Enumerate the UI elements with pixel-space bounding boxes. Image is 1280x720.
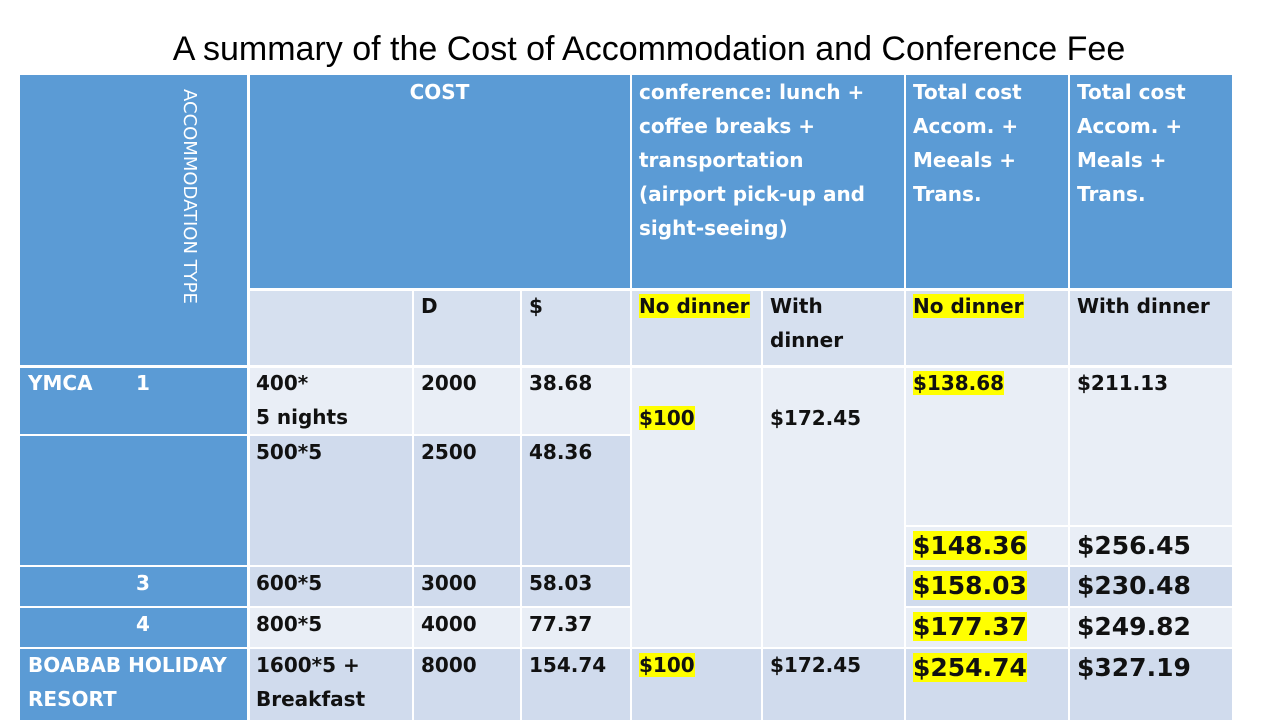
row3-usd: 58.03 [521, 566, 631, 607]
total-no-2-value: $148.36 [913, 531, 1027, 560]
ymca-conf-with-dinner [762, 366, 905, 648]
subheader-conf-with-dinner: With dinner [762, 289, 905, 366]
num-4: 4 [136, 612, 150, 636]
header-type-cell [20, 75, 248, 366]
row1-cost [248, 366, 413, 435]
ymca-num-1: 1 [136, 371, 150, 395]
grid-h-4b [905, 565, 1232, 567]
grid-h-6 [20, 647, 1232, 649]
accommodation-type-label: ACCOMMODATION TYPE [179, 89, 200, 304]
grid-v-2 [412, 289, 414, 720]
grid-h-4 [20, 565, 631, 567]
subheader-conf-no-dinner [631, 289, 762, 366]
row5-cost [248, 648, 413, 720]
total-no-1-value: $138.68 [913, 371, 1005, 395]
side-ymca [20, 366, 248, 566]
row1-d: 2000 [413, 366, 521, 435]
grid-v-4 [630, 75, 632, 720]
header-cost: COST [248, 75, 631, 289]
total-with-1: $211.13 [1069, 366, 1232, 526]
header-conference: conference: lunch + coffee breaks + transportation (airport pick-up and sight-seeing) [631, 75, 905, 289]
row2-cost: 500*5 [248, 435, 413, 566]
side-num-4 [20, 607, 248, 648]
grid-v-3 [520, 289, 522, 720]
grid-h-3b [905, 525, 1232, 527]
row5-cost-text: 1600*5 + Breakfast [256, 653, 366, 711]
row4-usd: 77.37 [521, 607, 631, 648]
num-3: 3 [136, 571, 150, 595]
row5-conf-no-dinner-value: $100 [639, 653, 695, 677]
total-no-1 [905, 366, 1069, 526]
total-with-2: $256.45 [1069, 526, 1232, 566]
subheader-cost-blank [248, 289, 413, 366]
total-no-3-value: $158.03 [913, 571, 1027, 600]
total-with-4: $249.82 [1069, 607, 1232, 648]
total-no-3 [905, 566, 1069, 607]
row1-cost-text: 400* 5 nights [256, 371, 348, 429]
total-with-3: $230.48 [1069, 566, 1232, 607]
row5-total-no-value: $254.74 [913, 653, 1027, 682]
row2-usd: 48.36 [521, 435, 631, 566]
highlight-no-dinner: No dinner [639, 294, 750, 318]
total-no-4 [905, 607, 1069, 648]
grid-v-7 [1068, 75, 1070, 720]
ymca-conf-with-dinner-value: $172.45 [770, 406, 862, 430]
page-title: A summary of the Cost of Accommodation and Conference Fee [172, 30, 1126, 68]
row3-cost: 600*5 [248, 566, 413, 607]
row3-d: 3000 [413, 566, 521, 607]
header-total-1: Total cost Accom. + Meeals + Trans. [905, 75, 1069, 289]
ymca-conf-no-dinner [631, 366, 762, 648]
row5-usd: 154.74 [521, 648, 631, 720]
side-num-3 [20, 566, 248, 607]
grid-h-1 [248, 288, 1232, 291]
row5-conf-with-dinner: $172.45 [762, 648, 905, 720]
ymca-label: YMCA [28, 371, 93, 395]
subheader-dollar: $ [521, 289, 631, 366]
grid-h-5b [905, 606, 1232, 608]
row5-total-with: $327.19 [1069, 648, 1232, 720]
total-no-2 [905, 526, 1069, 566]
subheader-d: D [413, 289, 521, 366]
grid-h-5 [20, 606, 631, 608]
grid-v-6 [904, 75, 906, 720]
row5-conf-no-dinner [631, 648, 762, 720]
total-no-4-value: $177.37 [913, 612, 1027, 641]
row2-d: 2500 [413, 435, 521, 566]
highlight-total-no-dinner: No dinner [913, 294, 1024, 318]
row1-usd: 38.68 [521, 366, 631, 435]
grid-h-2 [20, 365, 1232, 368]
row4-cost: 800*5 [248, 607, 413, 648]
row4-d: 4000 [413, 607, 521, 648]
grid-v-5 [761, 289, 763, 720]
header-total-2: Total cost Accom. + Meals + Trans. [1069, 75, 1232, 289]
row5-d: 8000 [413, 648, 521, 720]
row5-total-no [905, 648, 1069, 720]
grid-h-3 [20, 434, 631, 436]
grid-v-1 [247, 75, 250, 720]
ymca-conf-no-dinner-value: $100 [639, 406, 695, 430]
side-boabab: BOABAB HOLIDAY RESORT [20, 648, 248, 720]
subheader-total-no-dinner [905, 289, 1069, 366]
subheader-total-with-dinner: With dinner [1069, 289, 1232, 366]
